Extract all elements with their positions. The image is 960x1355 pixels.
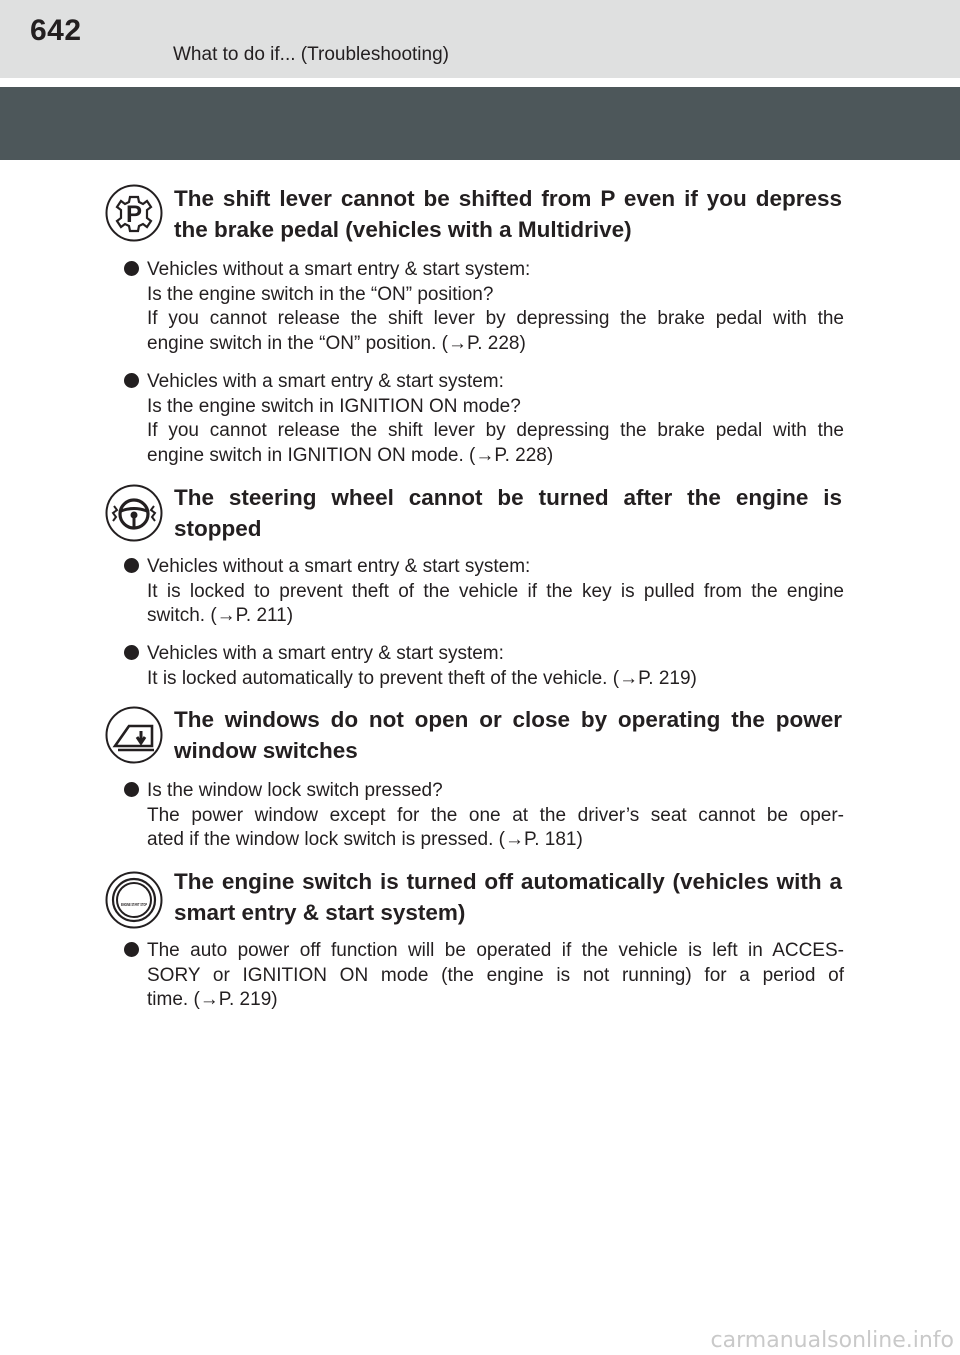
section-banner: [0, 87, 960, 160]
bullet-line: Vehicles without a smart entry & start system:: [147, 259, 531, 280]
watermark: carmanualsonline.info: [710, 1328, 954, 1353]
header-band: [0, 0, 960, 78]
bullet-line: The power window except for the one at the driver’s seat cannot be oper-: [147, 804, 844, 826]
bullet-line: ated if the window lock switch is pressed. (→P. 181): [147, 829, 583, 850]
bullet-line: engine switch in the “ON” position. (→P. 228): [147, 332, 526, 354]
bullet-line: If you cannot release the shift lever by depressing the brake pedal with the: [147, 420, 844, 441]
bullet-line: If you cannot release the shift lever by depressing the brake pedal with the: [147, 308, 844, 329]
bullet-dot: [124, 645, 139, 660]
bullet-dot: [124, 558, 139, 573]
bullet-line: switch. (→P. 211): [147, 605, 294, 626]
bullet-line: The auto power off function will be operated if the vehicle is left in ACCES-: [147, 940, 844, 961]
shift-lever-p-label: P: [125, 201, 143, 228]
topic-heading: The shift lever cannot be shifted from P even if you depress the brake pedal (vehicles with a Multidrive): [174, 186, 842, 242]
page-number: 642: [30, 14, 82, 47]
topic-heading: The windows do not open or close by operating the power window switches: [174, 707, 842, 763]
bullet-line: It is locked automatically to prevent theft of the vehicle. (→P. 219): [147, 667, 697, 689]
bullet-line: time. (→P. 219): [147, 989, 278, 1010]
shift-lever-p-icon: [105, 184, 163, 242]
bullet-dot: [124, 261, 139, 276]
bullet-line: SORY or IGNITION ON mode (the engine is not running) for a period of: [147, 964, 844, 986]
bullet-dot: [124, 782, 139, 797]
steering-wheel-icon: [105, 484, 163, 542]
bullet-line: Is the engine switch in IGNITION ON mode?: [147, 395, 521, 417]
engine-start-stop-label: ENGINE START STOP: [121, 902, 147, 907]
bullet-line: Is the engine switch in the “ON” position?: [147, 283, 494, 305]
bullet-line: Vehicles with a smart entry & start system:: [147, 643, 504, 664]
topic-heading: The engine switch is turned off automatically (vehicles with a smart entry & start system): [174, 869, 842, 925]
engine-start-stop-icon: [105, 871, 163, 929]
bullet-line: engine switch in IGNITION ON mode. (→P. 228): [147, 444, 554, 466]
bullet-line: It is locked to prevent theft of the vehicle if the key is pulled from the engine: [147, 580, 844, 602]
bullet-line: Vehicles with a smart entry & start system:: [147, 371, 504, 392]
bullet-dot: [124, 942, 139, 957]
bullet-dot: [124, 373, 139, 388]
section-title: What to do if... (Troubleshooting): [173, 44, 449, 65]
power-window-icon: [105, 706, 163, 764]
bullet-line: Is the window lock switch pressed?: [147, 780, 443, 801]
topic-heading: The steering wheel cannot be turned after the engine is stopped: [174, 485, 842, 541]
bullet-line: Vehicles without a smart entry & start system:: [147, 556, 531, 577]
